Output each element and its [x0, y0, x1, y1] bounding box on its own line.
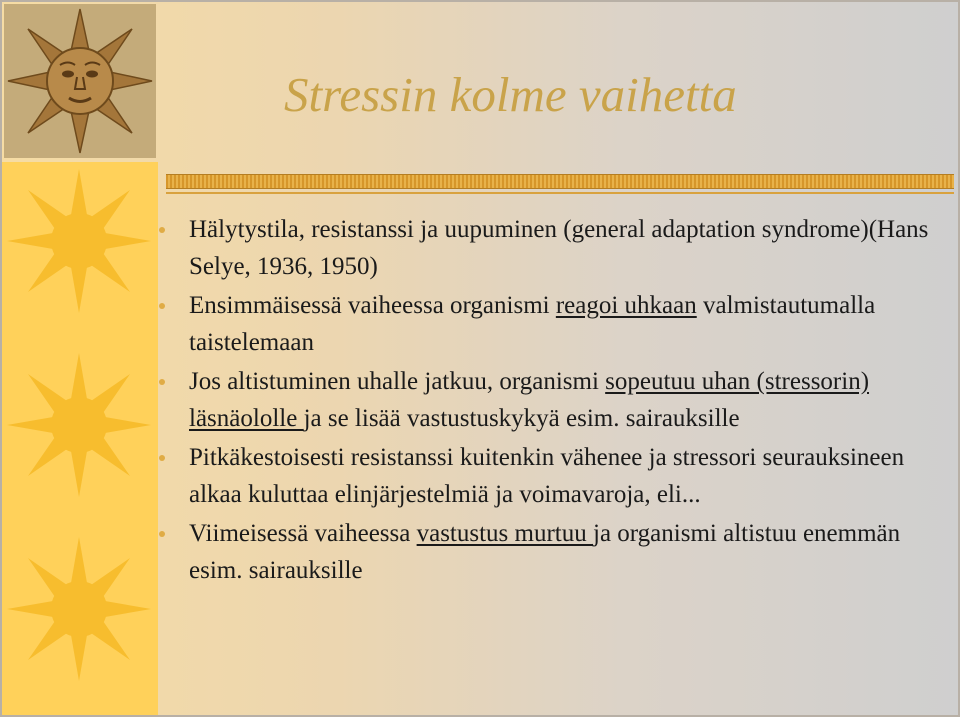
bullet-dot-icon: [159, 227, 165, 233]
bullet-dot-icon: [159, 379, 165, 385]
sun-icon: [4, 350, 154, 500]
bullet-dot-icon: [159, 531, 165, 537]
underlined-text: sopeutuu uhan (stressorin) läsnäololle: [189, 368, 870, 432]
underlined-text: vastustus murtuu: [416, 520, 594, 547]
slide-title: Stressin kolme vaihetta: [284, 67, 737, 122]
bullet-text: valmistautumalla taistelemaan: [189, 292, 876, 356]
sun-face-icon: [4, 4, 156, 158]
bullet-text: Jos altistuminen uhalle jatkuu, organismi: [189, 368, 606, 395]
bullet-text: Ensimmäisessä vaiheessa organismi: [189, 292, 556, 319]
bullet-text: ja organismi altistuu enemmän esim. sairauksille: [189, 520, 901, 584]
corner-image: [4, 4, 156, 158]
decorative-strip: [0, 162, 158, 717]
title-divider: [166, 174, 954, 189]
bullet-item: [155, 516, 945, 589]
bullet-dot-icon: [159, 303, 165, 309]
bullet-item: [155, 440, 945, 513]
bullet-text: ja se lisää vastustuskykyä esim. sairauksille: [303, 404, 740, 432]
bullet-item: [155, 288, 945, 361]
sun-icon: [4, 534, 154, 684]
bullet-list: [155, 212, 945, 592]
bullet-text: Hälytystila, resistanssi ja uupuminen (general adaptation syndrome)(Hans Selye, 1936, 1950): [189, 216, 929, 280]
bullet-item: [155, 212, 945, 285]
bullet-dot-icon: [159, 455, 165, 461]
sun-icon: [4, 166, 154, 316]
bullet-text: Pitkäkestoisesti resistanssi kuitenkin vähenee ja stressori seurauksineen alkaa kuluttaa elinjärjestelmiä ja voimavaroja, eli...: [189, 444, 905, 508]
title-divider-thin: [166, 192, 954, 194]
bullet-text: Viimeisessä vaiheessa: [189, 520, 417, 547]
underlined-text: reagoi uhkaan: [555, 292, 697, 319]
bullet-item: [155, 364, 945, 437]
